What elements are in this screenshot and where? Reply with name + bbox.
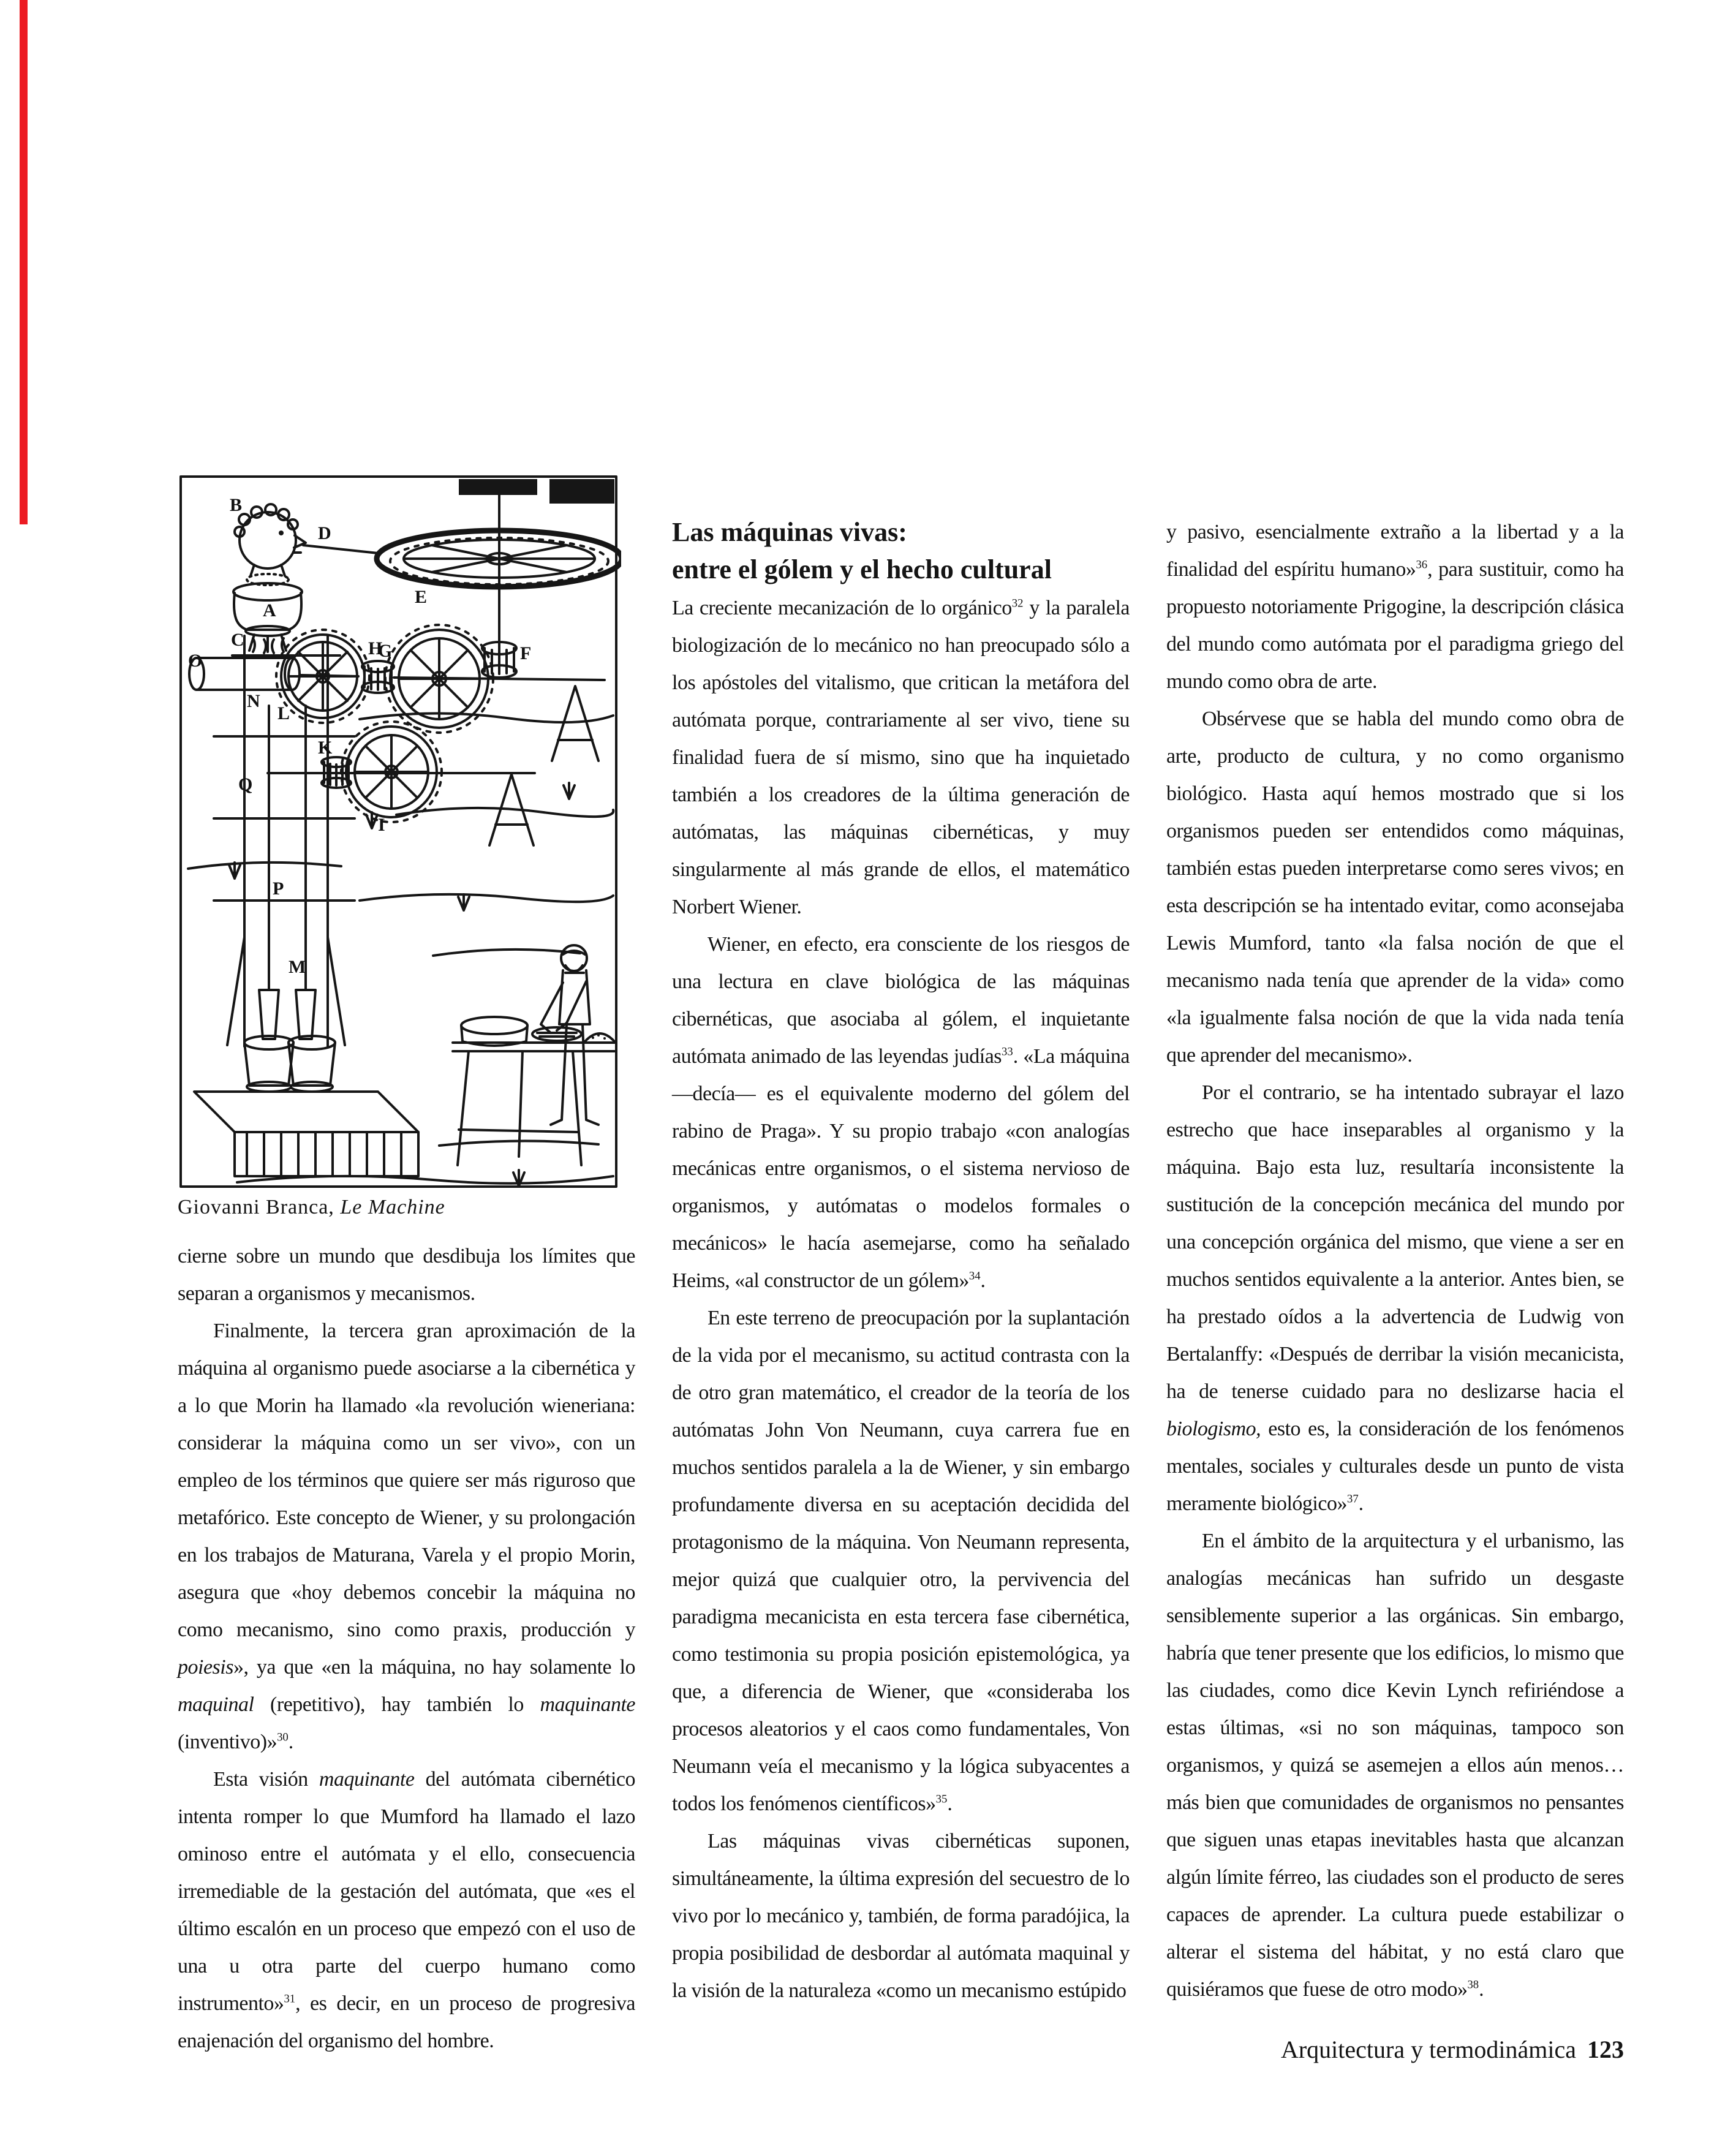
- paragraph: y pasivo, esencialmente extraño a la libertad y a la finalidad del espíritu humano»$^{36}$, para sustituir, como ha propuesto notoriamente Prigogine, la descripción clásica del mundo como autómata por el paradigma griego del mundo como obra de arte.: [1166, 521, 1625, 693]
- paragraph: En el ámbito de la arquitectura y el urbanismo, las analogías mecánicas han sufrido un desgaste sensiblemente superior a las orgánicas. Sin embargo, habría que tener presente que los edificios, lo mismo que las ciudades, como dice Kevin Lynch refiriéndose a estas últimas, «si no son máquinas, tampoco son organismos, y quizá se asemejen a ellos aún menos… más bien que comunidades de organismos no pensantes que siguen unas etapas inevitables hasta que alcanzan algún límite férreo, las ciudades son el producto de seres capaces de aprender. La cultura puede estabilizar o alterar el sistema del hábitat, y no está claro que quisiéramos que fuese de otro modo»$^{38}$.: [1166, 1530, 1624, 2001]
- branca-machine-engraving: [176, 472, 621, 1192]
- svg-text:K: K: [318, 738, 333, 758]
- svg-text:F: F: [520, 643, 532, 663]
- caption-author: Giovanni Branca,: [178, 1196, 341, 1218]
- paragraph: cierne sobre un mundo que desdibuja los límites que separan a organismos y mecanismos.: [178, 1245, 635, 1305]
- svg-text:C: C: [231, 630, 244, 650]
- svg-text:Q: Q: [238, 774, 253, 795]
- page-number: 123: [1587, 2036, 1624, 2063]
- svg-text:E: E: [415, 587, 428, 607]
- svg-text:O: O: [188, 651, 203, 671]
- paragraph: Wiener, en efecto, era consciente de los riesgos de una lectura en clave biológica de las máquinas cibernéticas, que asociaba al gólem, el inquietante autómata animado de las leyendas judías$^{33}$. «La máquina —decía— es el equivalente moderno del gólem del rabino de Praga». Y su propio trabajo «con analogías mecánicas entre organismos, o el sistema nervioso de organismos, y autómatas o modelos formales o mecánicos» le hacía asemejarse, como ha señalado Heims, «al constructor de un gólem»$^{34}$.: [672, 933, 1130, 1292]
- heading-line-2: entre el gólem y el hecho cultural: [672, 554, 1052, 584]
- svg-text:I: I: [378, 815, 385, 835]
- section-heading: [672, 513, 1130, 588]
- page-footer: [1166, 2035, 1624, 2064]
- paragraph: Finalmente, la tercera gran aproximación de la máquina al organismo puede asociarse a la cibernética y a lo que Morin ha llamado «la revolución wieneriana: considerar la máquina como un ser vivo», con un empleo de los términos que quiere ser más riguroso que metafórico. Este concepto de Wiener, y su prolongación en los trabajos de Maturana, Varela y el propio Morin, asegura que «hoy debemos concebir la máquina no como mecanismo, sino como praxis, producción y poiesis», ya que «en la máquina, no hay solamente lo maquinal (repetitivo), hay también lo maquinante (inventivo)»$^{30}$.: [178, 1320, 635, 1753]
- svg-text:M: M: [289, 957, 306, 977]
- svg-text:P: P: [273, 878, 284, 899]
- svg-text:L: L: [277, 703, 290, 723]
- column-right: [1166, 513, 1624, 2008]
- svg-text:D: D: [318, 523, 331, 543]
- paragraph: Obsérvese que se habla del mundo como obra de arte, producto de cultura, y no como organismo biológico. Hasta aquí hemos mostrado que si los organismos pueden ser entendidos como máquinas, también estas pueden interpretarse como seres vivos; en esta descripción se ha intentado evitar, como aconsejaba Lewis Mumford, tanto «la falsa noción de que el mecanismo nada tenía que aprender de la vida» como «la igualmente falsa noción de que la vida nada tenía que aprender del mecanismo».: [1166, 708, 1624, 1067]
- paragraph: La creciente mecanización de lo orgánico$^{32}$ y la paralela biologización de lo mecánico no han preocupado sólo a los apóstoles del vitalismo, que critican la metáfora del autómata porque, contrariamente al ser vivo, tiene su finalidad fuera de sí mismo, sino que ha inquietado también a los creadores de la última generación de autómatas, las máquinas cibernéticas, y muy singularmente al más grande de ellos, el matemático Norbert Wiener.: [672, 597, 1130, 918]
- paragraph: Las máquinas vivas cibernéticas suponen, simultáneamente, la última expresión del secuestro de lo vivo por lo mecánico y, también, de forma paradójica, la propia posibilidad de desbordar al autómata maquinal y la visión de la naturaleza «como un mecanismo estúpido: [672, 1830, 1130, 2002]
- caption-title: Le Machine: [340, 1196, 445, 1218]
- paragraph: En este terreno de preocupación por la suplantación de la vida por el mecanismo, su actitud contrasta con la de otro gran matemático, el creador de la teoría de los autómatas John Von Neumann, cuya carrera fue en muchos sentidos paralela a la de Wiener, y sin embargo profundamente diversa en su aceptación decidida del protagonismo de la máquina. Von Neumann representa, mejor quizá que cualquier otro, la pervivencia del paradigma mecanicista en esta tercera fase cibernética, como testimonia su propia posición epistemológica, ya que, a diferencia de Wiener, que «consideraba los procesos aleatorios y el caos como fundamentales, Von Neumann veía el mecanismo y la lógica subyacentes a todos los fenómenos científicos»$^{35}$.: [672, 1307, 1130, 1815]
- svg-text:G: G: [378, 641, 393, 661]
- figure-caption: [178, 1196, 635, 1219]
- svg-text:N: N: [247, 691, 260, 711]
- column-left: [178, 1237, 635, 2060]
- journal-title: Arquitectura y termodinámica: [1280, 2036, 1576, 2063]
- svg-text:B: B: [230, 495, 243, 515]
- figure-engraving: [176, 472, 621, 1192]
- svg-text:H: H: [368, 638, 383, 659]
- print-registration-mark: [20, 0, 28, 524]
- paragraph: Esta visión maquinante del autómata cibernético intenta romper lo que Mumford ha llamado el lazo ominoso entre el autómata y el ello, consecuencia irremediable de la gestación del autómata, que «es el último escalón en un proceso que empezó con el uso de una u otra parte del cuerpo humano como instrumento»$^{31}$, es decir, en un proceso de progresiva enajenación del organismo del hombre.: [178, 1768, 635, 2052]
- paragraph: Por el contrario, se ha intentado subrayar el lazo estrecho que hace inseparables al organismo y la máquina. Bajo esta luz, resultaría inconsistente la sustitución de la concepción mecánica del mundo por una concepción orgánica del mismo, que viene a ser en muchos sentidos equivalente a la anterior. Antes bien, se ha prestado oídos a la advertencia de Ludwig von Bertalanffy: «Después de derribar la visión mecanicista, ha de tenerse cuidado para no deslizarse hacia el biologismo, esto es, la consideración de los fenómenos mentales, sociales y culturales desde un punto de vista meramente biológico»$^{37}$.: [1166, 1081, 1624, 1515]
- column-middle: [672, 513, 1130, 2009]
- svg-text:A: A: [263, 600, 276, 621]
- heading-line-1: Las máquinas vivas:: [672, 517, 907, 547]
